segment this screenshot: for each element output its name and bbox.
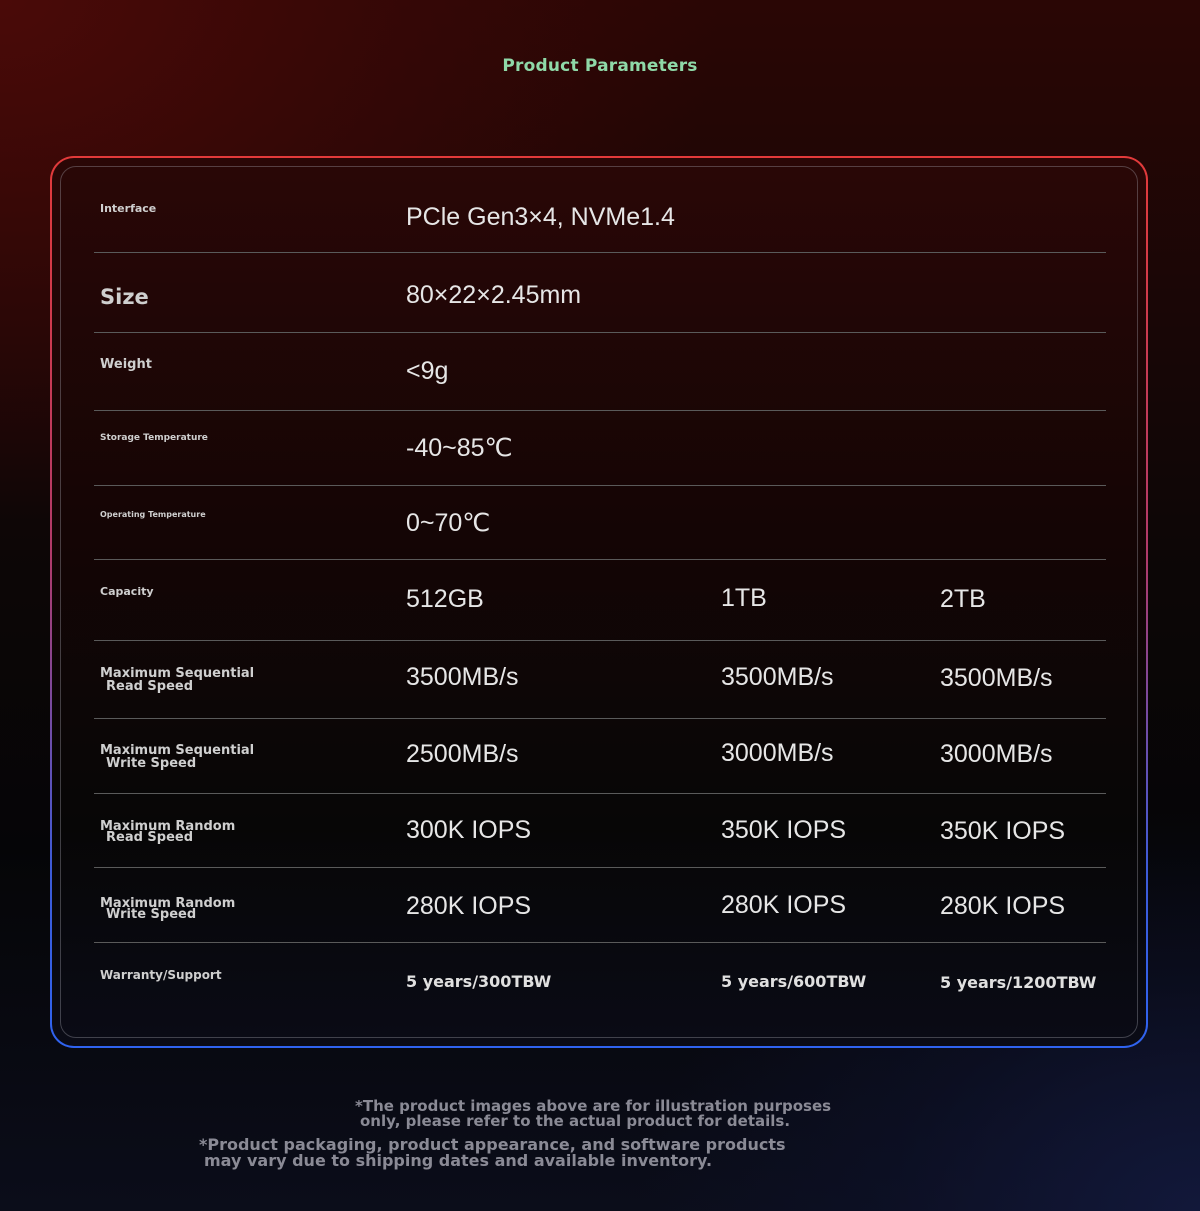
spec-row-weight: [94, 333, 1106, 411]
spec-value: PCle Gen3×4, NVMe1.4: [406, 203, 675, 231]
spec-value: 300K IOPS: [406, 816, 532, 844]
spec-label: [100, 821, 235, 843]
spec-label: [100, 898, 235, 920]
spec-row-warranty: [94, 943, 1106, 1013]
spec-row-size: [94, 253, 1106, 333]
spec-value: 1TB: [721, 584, 767, 612]
spec-label: Interface: [100, 202, 157, 215]
spec-label: [100, 667, 254, 693]
spec-label-line1: Maximum Random: [100, 819, 236, 834]
spec-label: Weight: [100, 357, 152, 372]
spec-value: <9g: [406, 357, 449, 385]
spec-label: Size: [100, 285, 149, 309]
spec-value: 280K IOPS: [940, 892, 1066, 920]
spec-label-line2: Read Speed: [106, 679, 194, 694]
spec-row-operating-temperature: [94, 486, 1106, 560]
spec-value: 5 years/1200TBW: [940, 973, 1097, 992]
spec-value: 2TB: [940, 585, 986, 613]
spec-value: 2500MB/s: [406, 740, 519, 768]
spec-value: 3000MB/s: [940, 740, 1053, 768]
spec-value: 3500MB/s: [406, 663, 519, 691]
spec-value: 5 years/300TBW: [406, 972, 552, 991]
spec-label: Operating Temperature: [100, 510, 206, 519]
footnote-line1: *Product packaging, product appearance, and software products: [199, 1135, 786, 1154]
spec-row-max-sequential-write: [94, 719, 1106, 794]
spec-value: 350K IOPS: [721, 816, 847, 844]
footnote-illustration: [355, 1099, 831, 1129]
spec-label-line1: Maximum Random: [100, 896, 236, 911]
spec-label: Warranty/Support: [100, 968, 222, 982]
spec-value: -40~85℃: [406, 434, 513, 462]
spec-row-capacity: [94, 560, 1106, 641]
spec-value: 3500MB/s: [940, 664, 1053, 692]
spec-value: 0~70℃: [406, 509, 491, 537]
spec-row-max-random-write: [94, 868, 1106, 943]
spec-label-line1: Maximum Sequential: [100, 743, 255, 758]
spec-label-line2: Read Speed: [106, 830, 194, 845]
footnote-line2: only, please refer to the actual product for details.: [360, 1112, 791, 1130]
spec-row-max-random-read: [94, 794, 1106, 868]
spec-value: 80×22×2.45mm: [406, 281, 582, 309]
spec-value: 280K IOPS: [406, 892, 532, 920]
spec-value: 5 years/600TBW: [721, 972, 867, 991]
spec-label-line1: Maximum Sequential: [100, 666, 255, 681]
spec-label: Storage Temperature: [100, 433, 208, 443]
spec-value: 3000MB/s: [721, 739, 834, 767]
spec-row-max-sequential-read: [94, 641, 1106, 719]
spec-value: 280K IOPS: [721, 891, 847, 919]
spec-label-line2: Write Speed: [106, 907, 197, 922]
footnote-line1: *The product images above are for illustration purposes: [355, 1097, 832, 1115]
footnote-line2: may vary due to shipping dates and available inventory.: [204, 1151, 713, 1170]
footnote-packaging: [199, 1137, 785, 1169]
spec-label: [100, 744, 254, 770]
spec-row-interface: [94, 176, 1106, 253]
page-title: Product Parameters: [502, 56, 698, 76]
spec-value: 3500MB/s: [721, 663, 834, 691]
spec-value: 512GB: [406, 585, 484, 613]
spec-value: 350K IOPS: [940, 817, 1066, 845]
spec-label-line2: Write Speed: [106, 756, 197, 771]
spec-label: Capacity: [100, 585, 154, 598]
spec-row-storage-temperature: [94, 411, 1106, 486]
